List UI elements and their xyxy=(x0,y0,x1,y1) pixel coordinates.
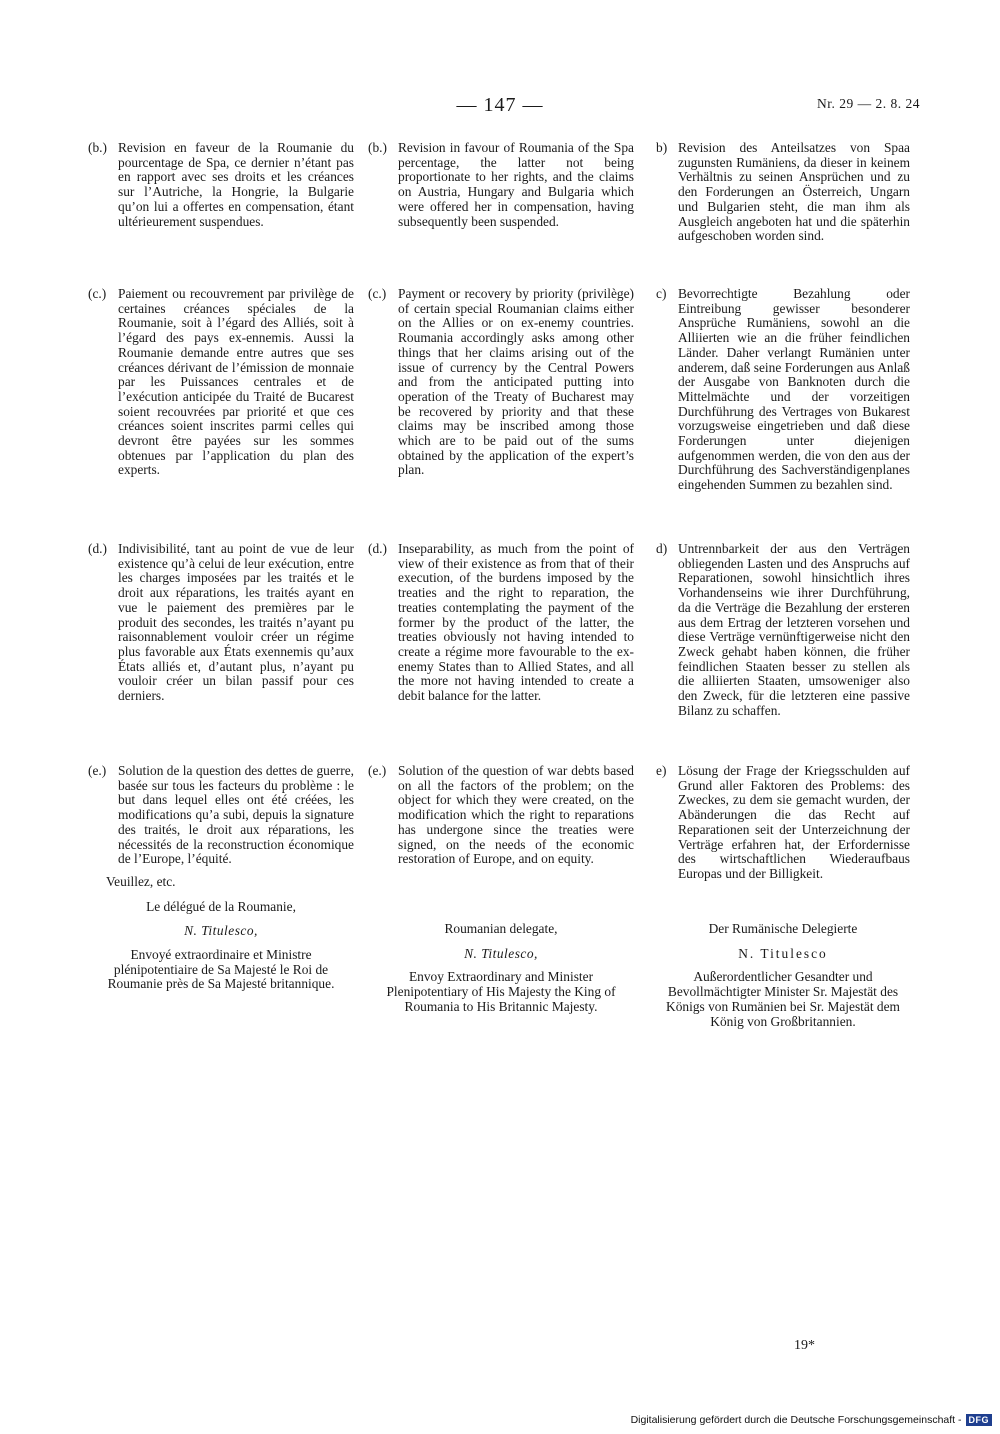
paragraph-b xyxy=(88,141,354,287)
paragraph-e xyxy=(656,764,910,912)
paragraph-label: (d.) xyxy=(368,541,387,556)
paragraph-text: Payment or recovery by priority (privilège) of certain special Roumanian claims either on the Allies or on ex-enemy countries. Roumania accordingly asks among other things that her claims arising out of the issue of currency by the Central Powers and from the anticipated putting into operation of the Treaty of Bucharest may be recovered by priority and that these claims may be inscribed among those which are to be paid out of the sums obtained by the application of the expert’s plan. xyxy=(398,286,634,478)
paragraph-text: Inseparability, as much from the point of view of their existence as from that of their execution, of the burdens imposed by the treaties and the right to reparation, the treaties contemplating the payment of the former by the product of the latter, the treaties obviously not having intended to create a régime more favourable to the ex-enemy States than to Allied States, and all the more not having intended to create a debit balance for the latter. xyxy=(398,541,634,704)
signatory-title: Envoy Extraordinary and Minister Plenipotentiary of His Majesty the King of Roumania to His Britannic Majesty. xyxy=(386,969,616,1014)
signatory-name: N. Titulesco xyxy=(738,945,828,961)
column-english xyxy=(368,141,634,1015)
signatory-name: N. Titulesco, xyxy=(184,923,258,939)
paragraph-label: b) xyxy=(656,140,668,155)
signature-block xyxy=(88,900,354,993)
paragraph-label: (d.) xyxy=(88,541,107,556)
column-german xyxy=(656,141,910,1029)
paragraph-d xyxy=(88,542,354,764)
column-french xyxy=(88,141,354,992)
paragraph-text: Solution of the question of war debts based on all the factors of the problem; on the object for which they were created, on the modification which the right to reparations has undergone since the treaties were signed, on the needs of the economic restoration of Europe, and on equity. xyxy=(398,763,634,867)
paragraph-text: Untrennbarkeit der aus den Verträgen obliegenden Lasten und des Anspruchs auf Reparationen, sowohl hinsichtlich ihres Vorhandenseins wie ihrer Durchführung, da die Verträge die Bezahlung der ersteren aus dem Ertrag der letzteren vorsehen und diese Verträge vernünftigerweise nicht den Zweck gehabt haben können, die früher feindlichen Staaten besser zu stellen als die alliierten Staaten, umsoweniger also den Zweck, für die letzteren eine passive Bilanz zu schaffen. xyxy=(678,541,910,718)
signature-block xyxy=(656,922,910,1029)
delegate-line: Le délégué de la Roumanie, xyxy=(146,898,296,914)
folio-mark: 19* xyxy=(794,1338,815,1353)
paragraph-e xyxy=(368,764,634,912)
signature-block xyxy=(368,922,634,1015)
paragraph-label: (e.) xyxy=(368,763,387,778)
signatory-title: Außerordentlicher Gesandter und Bevollmächtigter Minister Sr. Majestät des Königs von Rumänien bei Sr. Majestät dem König von Großbritannien. xyxy=(666,969,900,1029)
issue-date: Nr. 29 — 2. 8. 24 xyxy=(817,96,920,111)
delegate-line: Der Rumänische Delegierte xyxy=(708,921,858,936)
paragraph-label: (b.) xyxy=(368,140,387,155)
dfg-logo: DFG xyxy=(966,1414,993,1426)
paragraph-label: (c.) xyxy=(88,286,107,301)
paragraph-b xyxy=(368,141,634,287)
paragraph-b xyxy=(656,141,910,287)
paragraph-text: Revision in favour of Roumania of the Spa percentage, the latter not being proportionate to her rights, and the claims on Austria, Hungary and Bulgaria which were offered her in compensation, having subsequently been suspended. xyxy=(398,140,634,229)
paragraph-c xyxy=(368,287,634,542)
paragraph-c xyxy=(656,287,910,542)
paragraph-text: Paiement ou recouvrement par privilège de certaines créances spéciales de la Roumanie, soit à l’égard des Alliés, soit à l’égard des pays ex-ennemis. Aussi la Roumanie demande entre autres que ses créances dérivant de l’émission de monnaie par les Puissances centrales et de l’exécution anticipée du Traité de Bucarest soient recouvrées par priorité et que ces créances soient inscrites parmi celles qui devront être payées sur les sommes obtenues par l’application du plan des experts. xyxy=(118,286,354,478)
paragraph-d xyxy=(368,542,634,764)
signatory-title: Envoyé extraordinaire et Ministre plénipotentiaire de Sa Majesté le Roi de Roumanie près de Sa Majesté britannique. xyxy=(107,947,335,992)
paragraph-e xyxy=(88,764,354,867)
paragraph-label: d) xyxy=(656,541,668,556)
paragraph-text: Revision en faveur de la Roumanie du pourcentage de Spa, ce dernier n’étant pas en rapport avec ses droits et les créances sur l’Autriche, la Hongrie, la Bulgarie qu’on lui a offertes en compensation, étant ultérieurement suspendues. xyxy=(118,140,354,229)
paragraph-c xyxy=(88,287,354,542)
paragraph-text: Lösung der Frage der Kriegsschulden auf Grund aller Faktoren des Problems: des Zweckes, zu dem sie gemacht wurden, der Abänderungen die das Recht auf Reparationen seit der Unterzeichnung der Verträge erfahren hat, der Erfordernisse des wirtschaftlichen Wiederaufbaus Europas und der Billigkeit. xyxy=(678,763,910,881)
paragraph-d xyxy=(656,542,910,764)
paragraph-label: (b.) xyxy=(88,140,107,155)
closing-formula: Veuillez, etc. xyxy=(106,873,176,889)
paragraph-label: (c.) xyxy=(368,286,387,301)
delegate-line: Roumanian delegate, xyxy=(444,921,558,936)
paragraph-label: e) xyxy=(656,763,667,778)
paragraph-text: Indivisibilité, tant au point de vue de leur existence qu’à celui de leur exécution, entre les charges imposées par les traités et le droit aux réparations, les traités ayant en vue le paiement des premières par le produit des secondes, les traités n’ayant pu raisonnablement vouloir créer un régime plus favorable aux États exennemis qu’aux États alliés et, d’autant plus, n’ayant pu vouloir créer un bilan passif pour ces derniers. xyxy=(118,541,354,704)
paragraph-text: Solution de la question des dettes de guerre, basée sur tous les facteurs du problème : le but dans lequel elles ont été créées, les modifications qu’a subi, depuis la signature des traités, le droit aux réparations, les nécessités de la reconstruction économique de l’Europe, l’équité. xyxy=(118,763,354,867)
paragraph-text: Bevorrechtigte Bezahlung oder Eintreibung gewisser besonderer Ansprüche Rumäniens, sowohl an die Alliierten wie an die früher feindlichen Länder. Daher verlangt Rumänien unter anderem, daß seine Forderungen aus Anlaß der Ausgabe von Banknoten durch die Mittelmächte und der vorzeitigen Durchführung des Vertrages von Bukarest vorzugsweise eingetrieben und daß diese Forderungen unter diejenigen aufgenommen werden, die von den aus der Durchführung des Sachverständigenplanes eingehenden Summen zu bezahlen sind. xyxy=(678,286,910,493)
paragraph-text: Revision des Anteilsatzes von Spaa zugunsten Rumäniens, da dieser in keinem Verhältnis zu seinen Ansprüchen und zu den Forderungen an Österreich, Ungarn und Bulgarien steht, die man ihm als Ausgleich angeboten hat und die späterhin aufgeschoben worden sind. xyxy=(678,140,910,244)
paragraph-label: c) xyxy=(656,286,667,301)
paragraph-label: (e.) xyxy=(88,763,107,778)
page-number: — 147 — xyxy=(456,94,544,116)
signatory-name: N. Titulesco, xyxy=(464,945,538,961)
footer-text: Digitalisierung gefördert durch die Deutsche Forschungsgemeinschaft - xyxy=(630,1414,962,1426)
digitization-footer xyxy=(631,1414,992,1426)
